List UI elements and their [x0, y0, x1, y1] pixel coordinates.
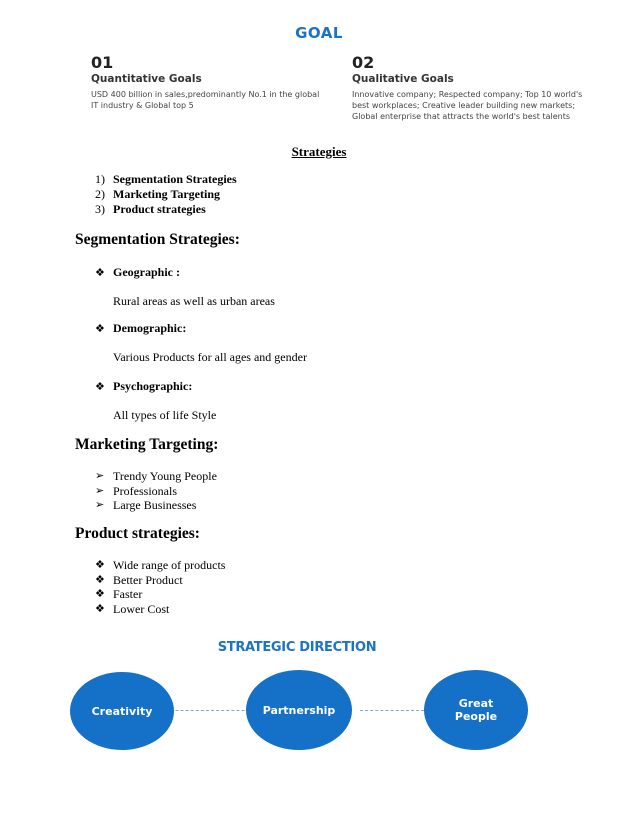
strategy-list — [95, 172, 237, 217]
goal-number: 01 — [91, 53, 114, 72]
qualitative-goals — [352, 54, 602, 122]
segment-demographic — [95, 321, 186, 336]
diamond-bullet-icon: ❖ — [95, 572, 105, 586]
list-item — [95, 484, 217, 499]
item-label: Faster — [113, 587, 143, 601]
creativity-circle — [70, 672, 174, 750]
item-label: Marketing Targeting — [113, 187, 220, 201]
partnership-circle — [246, 670, 352, 750]
item-label: Trendy Young People — [113, 469, 217, 483]
item-label: Product strategies — [113, 202, 206, 216]
list-item — [95, 587, 225, 602]
arrow-bullet-icon: ➢ — [95, 469, 105, 482]
segment-geographic — [95, 265, 180, 280]
list-item — [95, 498, 217, 513]
list-item — [95, 187, 237, 202]
segment-label: Demographic: — [113, 321, 187, 335]
segment-text: Various Products for all ages and gender — [113, 350, 307, 364]
segment-text: Rural areas as well as urban areas — [113, 294, 275, 308]
segment-text: All types of life Style — [113, 408, 217, 422]
segment-psychographic — [95, 379, 192, 394]
product-list — [95, 558, 225, 616]
quantitative-goals — [91, 54, 321, 111]
targeting-list — [95, 469, 217, 513]
targeting-heading: Marketing Targeting: — [75, 436, 219, 453]
item-label: Better Product — [113, 572, 183, 587]
great-people-circle — [424, 670, 528, 750]
segment-label: Geographic : — [113, 265, 180, 279]
segmentation-heading: Segmentation Strategies: — [75, 231, 240, 248]
diamond-bullet-icon: ❖ — [95, 322, 105, 335]
diamond-bullet-icon: ❖ — [95, 558, 105, 571]
product-heading: Product strategies: — [75, 525, 200, 542]
diamond-bullet-icon: ❖ — [95, 601, 105, 615]
item-label: Segmentation Strategies — [113, 172, 237, 186]
goal-title: GOAL — [295, 24, 343, 42]
circle-label: Creativity — [91, 704, 153, 718]
list-item — [95, 573, 225, 588]
list-item — [95, 558, 225, 573]
item-label: Wide range of products — [113, 558, 226, 572]
diamond-bullet-icon: ❖ — [95, 380, 105, 393]
list-item — [95, 202, 237, 217]
item-number: 2) — [95, 187, 105, 201]
goal-description: USD 400 billion in sales,predominantly No.1 in the global IT industry & Global top 5 — [91, 90, 320, 110]
goal-description: Innovative company; Respected company; Top 10 world's best workplaces; Creative leader building new markets; Global enterprise that attracts the world's best talents — [352, 90, 583, 121]
item-label: Professionals — [113, 483, 177, 498]
item-label: Large Businesses — [113, 498, 197, 512]
item-label: Lower Cost — [113, 601, 170, 616]
circle-label: Great People — [454, 697, 498, 723]
diamond-bullet-icon: ❖ — [95, 266, 105, 279]
item-number: 1) — [95, 172, 105, 186]
strategies-title: Strategies — [291, 144, 347, 159]
arrow-bullet-icon: ➢ — [95, 483, 105, 497]
arrow-bullet-icon: ➢ — [95, 498, 105, 511]
goal-number: 02 — [352, 53, 375, 72]
segment-label: Psychographic: — [113, 379, 193, 393]
list-item — [95, 469, 217, 484]
circle-label: Partnership — [262, 703, 336, 717]
list-item — [95, 602, 225, 617]
diamond-bullet-icon: ❖ — [95, 587, 105, 600]
strategic-direction-title: STRATEGIC DIRECTION — [217, 640, 377, 655]
goal-heading: Qualitative Goals — [352, 73, 454, 85]
list-item — [95, 172, 237, 187]
goal-heading: Quantitative Goals — [91, 73, 202, 85]
item-number: 3) — [95, 202, 105, 216]
